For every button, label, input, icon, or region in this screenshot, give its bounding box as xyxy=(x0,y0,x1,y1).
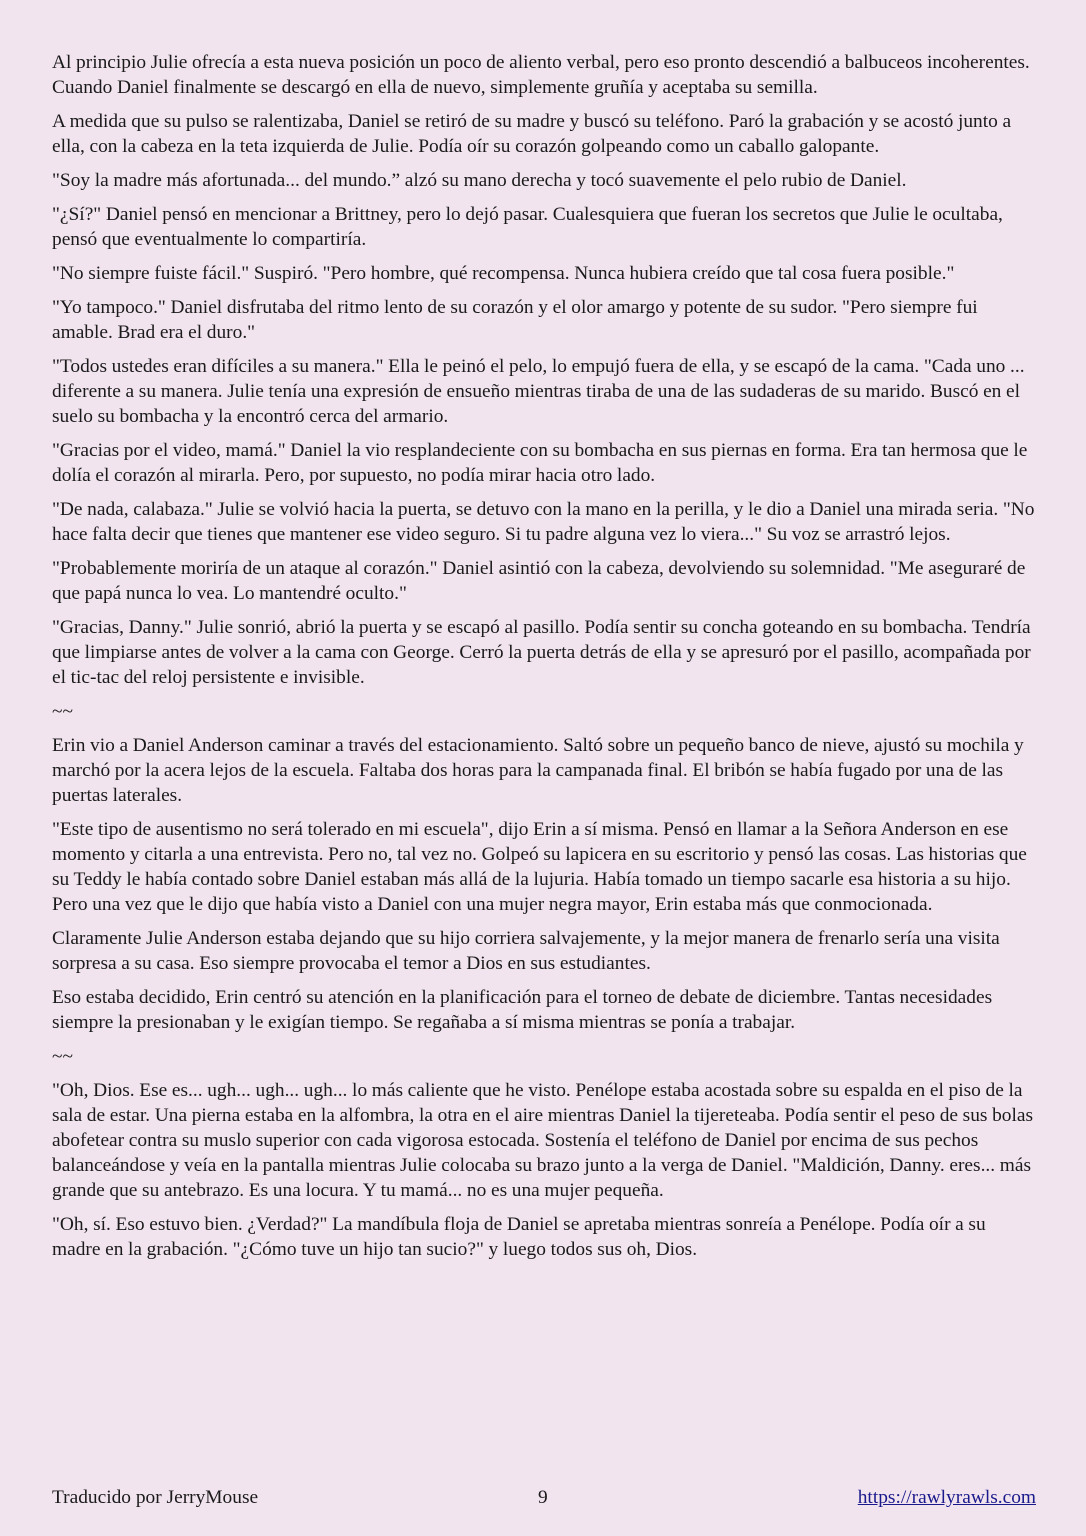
paragraph: "Soy la madre más afortunada... del mundo.” alzó su mano derecha y tocó suavemente el pelo rubio de Daniel. xyxy=(52,170,907,191)
paragraph: A medida que su pulso se ralentizaba, Daniel se retiró de su madre y buscó su teléfono. Paró la grabación y se acostó junto a ella, con la cabeza en la teta izquierda de Julie. Podía oír su corazón golpeando como un caballo galopante. xyxy=(52,111,1012,157)
paragraph: Al principio Julie ofrecía a esta nueva posición un poco de aliento verbal, pero eso pronto descendió a balbuceos incoherentes. Cuando Daniel finalmente se descargó en ella de nuevo, simplemente gruñía y aceptaba su semilla. xyxy=(52,52,1030,98)
section-separator: ~~ xyxy=(52,1046,73,1067)
paragraph: "Gracias, Danny." Julie sonrió, abrió la puerta y se escapó al pasillo. Podía sentir su concha goteando en su bombacha. Tendría que limpiarse antes de volver a la cama con George. Cerró la puerta detrás de ella y se apresuró por el pasillo, acompañada por el tic-tac del reloj persistente e invisible. xyxy=(52,617,1031,688)
paragraph: "Gracias por el video, mamá." Daniel la vio resplandeciente con su bombacha en sus piernas en forma. Era tan hermosa que le dolía el corazón al mirarla. Pero, por supuesto, no podía mirar hacia otro lado. xyxy=(52,440,1028,486)
paragraph: "Oh, Dios. Ese es... ugh... ugh... ugh... lo más caliente que he visto. Penélope estaba acostada sobre su espalda en el piso de la sala de estar. Una pierna estaba en la alfombra, la otra en el aire mientras Daniel la tijereteaba. Podía sentir el peso de sus bolas abofetear contra su muslo superior con cada vigorosa estocada. Sostenía el teléfono de Daniel por encima de sus pechos balanceándose y veía en la pantalla mientras Julie colocaba su brazo junto a la verga de Daniel. "Maldición, Danny. eres... más grande que su antebrazo. Es una locura. Y tu mamá... no es una mujer pequeña. xyxy=(52,1080,1034,1201)
paragraph: Claramente Julie Anderson estaba dejando que su hijo corriera salvajemente, y la mejor manera de frenarlo sería una visita sorpresa a su casa. Eso siempre provocaba el temor a Dios en sus estudiantes. xyxy=(52,928,1000,974)
website-link[interactable]: https://rawlyrawls.com xyxy=(857,1487,1036,1508)
paragraph: Erin vio a Daniel Anderson caminar a través del estacionamiento. Saltó sobre un pequeño banco de nieve, ajustó su mochila y marchó por la acera lejos de la escuela. Faltaba dos horas para la campanada final. El bribón se había fugado por una de las puertas laterales. xyxy=(52,735,1024,806)
paragraph: "Probablemente moriría de un ataque al corazón." Daniel asintió con la cabeza, devolviendo su solemnidad. "Me aseguraré de que papá nunca lo vea. Lo mantendré oculto." xyxy=(52,558,1026,604)
section-separator: ~~ xyxy=(52,701,73,722)
paragraph: Eso estaba decidido, Erin centró su atención en la planificación para el torneo de debate de diciembre. Tantas necesidades siempre la presionaban y le exigían tiempo. Se regañaba a sí misma mientras se ponía a trabajar. xyxy=(52,987,993,1033)
paragraph: "De nada, calabaza." Julie se volvió hacia la puerta, se detuvo con la mano en la perilla, y le dio a Daniel una mirada seria. "No hace falta decir que tienes que mantener ese video seguro. Si tu padre alguna vez lo viera..." Su voz se arrastró lejos. xyxy=(52,499,1035,545)
translator-credit: Traducido por JerryMouse xyxy=(52,1487,259,1508)
paragraph: "Oh, sí. Eso estuvo bien. ¿Verdad?" La mandíbula floja de Daniel se apretaba mientras sonreía a Penélope. Podía oír a su madre en la grabación. "¿Cómo tuve un hijo tan sucio?" y luego todos sus oh, Dios. xyxy=(52,1214,986,1260)
paragraph: "Este tipo de ausentismo no será tolerado en mi escuela", dijo Erin a sí misma. Pensó en llamar a la Señora Anderson en ese momento y citarla a una entrevista. Pero no, tal vez no. Golpeó su lapicera en su escritorio y pensó las cosas. Las historias que su Teddy le había contado sobre Daniel estaban más allá de la lujuria. Había tomado un tiempo sacarle esa historia a su hijo. Pero una vez que le dijo que había visto a Daniel con una mujer negra mayor, Erin estaba más que conmocionada. xyxy=(52,819,1027,915)
paragraph: "Todos ustedes eran difíciles a su manera." Ella le peinó el pelo, lo empujó fuera de ella, y se escapó de la cama. "Cada uno ... diferente a su manera. Julie tenía una expresión de ensueño mientras tiraba de una de las sudaderas de su marido. Buscó en el suelo su bombacha y la encontró cerca del armario. xyxy=(52,356,1025,427)
paragraph: "No siempre fuiste fácil." Suspiró. "Pero hombre, qué recompensa. Nunca hubiera creído que tal cosa fuera posible." xyxy=(52,263,955,284)
paragraph: "¿Sí?" Daniel pensó en mencionar a Brittney, pero lo dejó pasar. Cualesquiera que fueran los secretos que Julie le ocultaba, pensó que eventualmente lo compartiría. xyxy=(52,204,1003,250)
page-footer xyxy=(52,1485,1036,1515)
document-body xyxy=(52,50,1036,1271)
page-number: 9 xyxy=(538,1487,548,1508)
paragraph: "Yo tampoco." Daniel disfrutaba del ritmo lento de su corazón y el olor amargo y potente de su sudor. "Pero siempre fui amable. Brad era el duro." xyxy=(52,297,978,343)
